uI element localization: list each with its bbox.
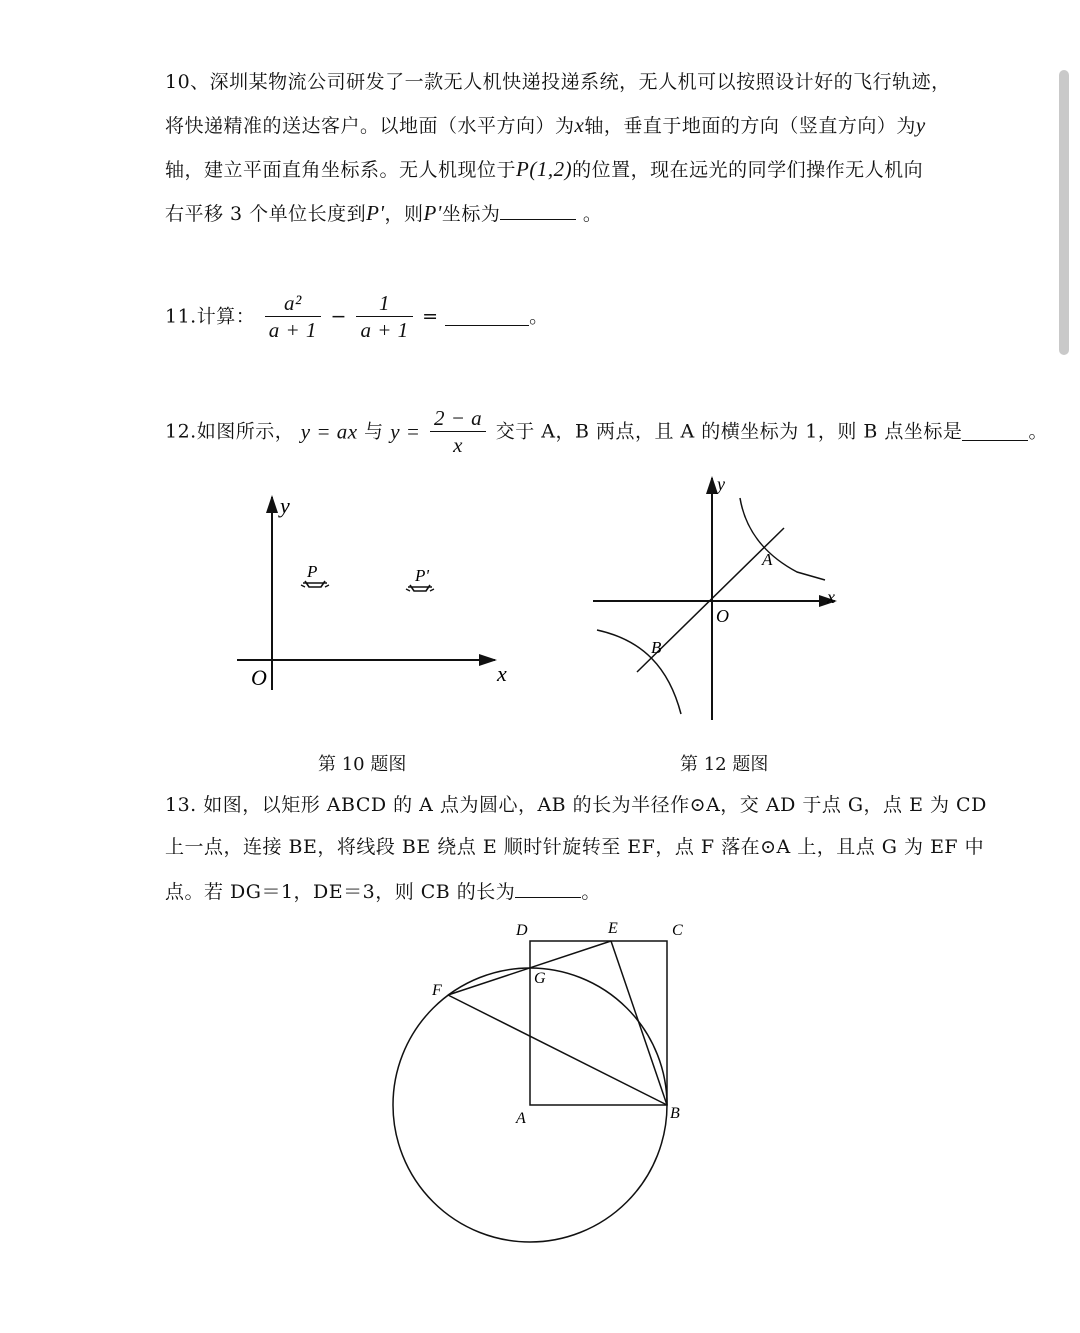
fig13-e-label: E [608,920,618,937]
hyperbola-branch-1 [740,498,825,580]
q10-line2: 将快递精准的送达客户。以地面（水平方向）为x轴，垂直于地面的方向（竖直方向）为y [165,113,926,137]
q13-line2: 上一点，连接 BE，将线段 BE 绕点 E 顺时针旋转至 EF，点 F 落在⊙A 上，且点 G 为 EF 中 [165,836,985,858]
fig13-c-label: C [672,922,683,939]
fig12-x-label: x [827,587,835,607]
q12-line: 12.如图所示， y = ax 与 y = $\frac{2 - a}{x}$ 交于 A，B 两点，且 A 的横坐标为 1，则 B 点坐标是 。 [165,406,1048,457]
answer-blank-10 [500,201,576,220]
q13-line1: 13. 如图，以矩形 ABCD 的 A 点为圆心，AB 的长为半径作⊙A，交 AD 于点 G，点 E 为 CD [165,794,987,816]
q11-line: 11.计算： $\frac{\text{a²}}{a + 1}$ − $\frac{1}{a + 1}$ = 。 [165,291,549,342]
drone-p-icon [301,562,329,587]
fig13-g-label: G [534,970,546,987]
q10-line3: 轴，建立平面直角坐标系。无人机现位于P(1,2)的位置，现在远光的同学们操作无人机向 [165,157,924,181]
fraction-3: $\frac{2 - a}{x}$ [430,405,486,458]
fraction-2: $\frac{1}{a + 1}$ [356,290,412,343]
q10-line4: 右平移 3 个单位长度到P'，则P'坐标为 。 [165,201,603,225]
fig13-f-label: F [432,982,442,999]
fig10-p-prime-label: P' [415,566,430,585]
answer-blank-11 [445,307,529,326]
scrollbar[interactable] [1059,70,1069,355]
drone-p-prime-icon [406,566,434,591]
figure-12 [585,470,850,725]
rectangle-abcd [530,941,667,1105]
q13-line3: 点。若 DG＝1，DE＝3，则 CB 的长为 。 [165,881,601,903]
segment-fb [448,995,667,1105]
q10-line1: 10、深圳某物流公司研发了一款无人机快递投递系统，无人机可以按照设计好的飞行轨迹， [165,71,951,93]
figure-10 [225,485,525,715]
answer-blank-13 [515,879,581,898]
caption-figure-10: 第 10 题图 [318,754,407,775]
fig12-a-label: A [762,550,773,569]
fig13-d-label: D [516,922,528,939]
fig12-y-label: y [717,474,725,494]
fig12-origin-label: O [716,606,729,626]
fig10-y-label: y [280,493,290,518]
fig12-b-label: B [651,638,662,657]
answer-blank-12 [962,422,1028,441]
fig10-x-label: x [497,661,507,686]
caption-figure-12: 第 12 题图 [680,754,769,775]
fig10-origin-label: O [251,665,267,690]
hyperbola-branch-2 [597,630,681,714]
fraction-1: $\frac{\text{a²}}{a + 1}$ [265,290,321,343]
fig10-p-label: P [307,562,318,581]
fig13-b-label: B [670,1105,680,1122]
figure-13 [380,915,700,1255]
fig13-a-label: A [516,1110,526,1127]
